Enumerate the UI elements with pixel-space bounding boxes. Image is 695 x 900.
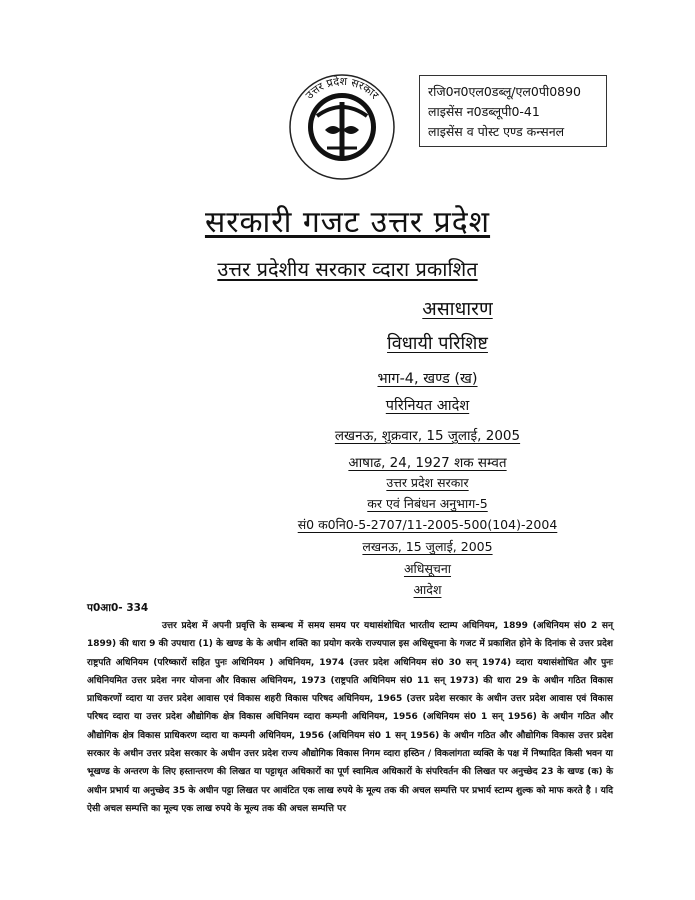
registration-number: रजि0न0एल0डब्लू/एल0पी0890 (428, 84, 582, 99)
gazette-subtitle: उत्तर प्रदेशीय सरकार व्दारा प्रकाशित (217, 257, 478, 281)
emblem-text: उत्तर प्रदेश सरकार (302, 74, 382, 102)
order-reference: प0आ0- 334 (87, 602, 149, 614)
part-heading: भाग-4, खण्ड (ख) (377, 371, 478, 387)
license-postal: लाइसेंस व पोस्ट एण्ड कन्सनल (428, 124, 565, 139)
order-heading: आदेश (413, 582, 442, 597)
notice-date: लखनऊ, 15 जुलाई, 2005 (362, 539, 493, 554)
government-heading: उत्तर प्रदेश सरकार (386, 475, 469, 490)
date-line: लखनऊ, शुक्रवार, 15 जुलाई, 2005 (334, 428, 521, 444)
extraordinary-heading: असाधारण (422, 298, 493, 320)
notification-heading: अधिसूचना (403, 561, 452, 576)
registration-box (419, 75, 607, 147)
notice-number: सं0 क0नि0-5-2707/11-2005-500(104)-2004 (297, 517, 558, 532)
up-state-emblem-icon (283, 72, 401, 182)
license-number: लाइसेंस न0डब्लूपी0-41 (428, 104, 540, 119)
orders-heading: परिनियत आदेश (385, 398, 470, 414)
department-heading: कर एवं निबंधन अनुभाग-5 (367, 496, 488, 511)
supplement-heading: विधायी परिशिष्ट (387, 333, 488, 354)
order-body-text: उत्तर प्रदेश में अपनी प्रवृत्ति के सम्बन्ध में समय समय पर यथासंशोधित भारतीय स्टाम्प अधिनियम, 1899 (अधिनियम सं0 2 सन् 1899) की धारा 9 की उपधारा (1) के खण्ड के के अधीन शक्ति का प्रयोग करके राज्यपाल इस अधिसूचना के गजट में प्रकाशित होने के दिनांक से उत्तर प्रदेश राष्ट्रपति अधिनियम (परिष्कारों सहित पुनः अधिनियम ) अधिनियम, 1974 (उत्तर प्रदेश अधिनियम सं0 30 सन् 1974) व्दारा यथासंशोधित और पुनः अधिनियमित उत्तर प्रदेश नगर योजना और विकास अधिनियम, 1973 (राष्ट्रपति अधिनियम सं0 11 सन् 1973) की धारा 29 के अधीन गठित विकास प्राधिकरणों व्दारा या उत्तर प्रदेश आवास एवं विकास शहरी विकास परिषद अधिनियम, 1965 (उत्तर प्रदेश सरकार के अधीन उत्तर प्रदेश आवास एवं विकास परिषद व्दारा या उत्तर प्रदेश औद्योगिक क्षेत्र विकास अधिनियम व्दारा कम्पनी अधिनियम, 1956 (अधिनियम सं0 1 सन् 1956) के अधीन गठित और औद्योगिक क्षेत्र विकास प्राधिकरण व्दारा या कम्पनी अधिनियम, 1956 (अधिनियम सं0 1 सन् 1956) के अधीन गठित और औद्योगिक विकास उत्तर प्रदेश सरकार के अधीन उत्तर प्रदेश सरकार के अधीन उत्तर प्रदेश राज्य औद्योगिक विकास निगम व्दारा हस्ठिन / विकलांगता व्यक्ति के पक्ष में निष्पादित किसी भवन या भूखण्ड के अन्तरण के लिए हस्तान्तरण की लिखत या पट्टाधृत अधिकारों का पूर्ण स्वामित्व अधिकारों के संपरिवर्तन की लिखत पर अनुच्छेद 23 के खण्ड (क) के अधीन प्रभार्य या अनुच्छेद 35 के अधीन पट्टा लिखत पर आवंटित एक लाख रुपये के मूल्य तक की अचल सम्पत्ति पर प्रभार्य स्टाम्प शुल्क को माफ करते है । यदि ऐसी अचल सम्पत्ति का मूल्य एक लाख रुपये के मूल्य तक की अचल सम्पत्ति पर (87, 621, 613, 814)
gazette-title: सरकारी गजट उत्तर प्रदेश (204, 205, 491, 240)
saka-date: आषाढ, 24, 1927 शक सम्वत (348, 455, 507, 471)
